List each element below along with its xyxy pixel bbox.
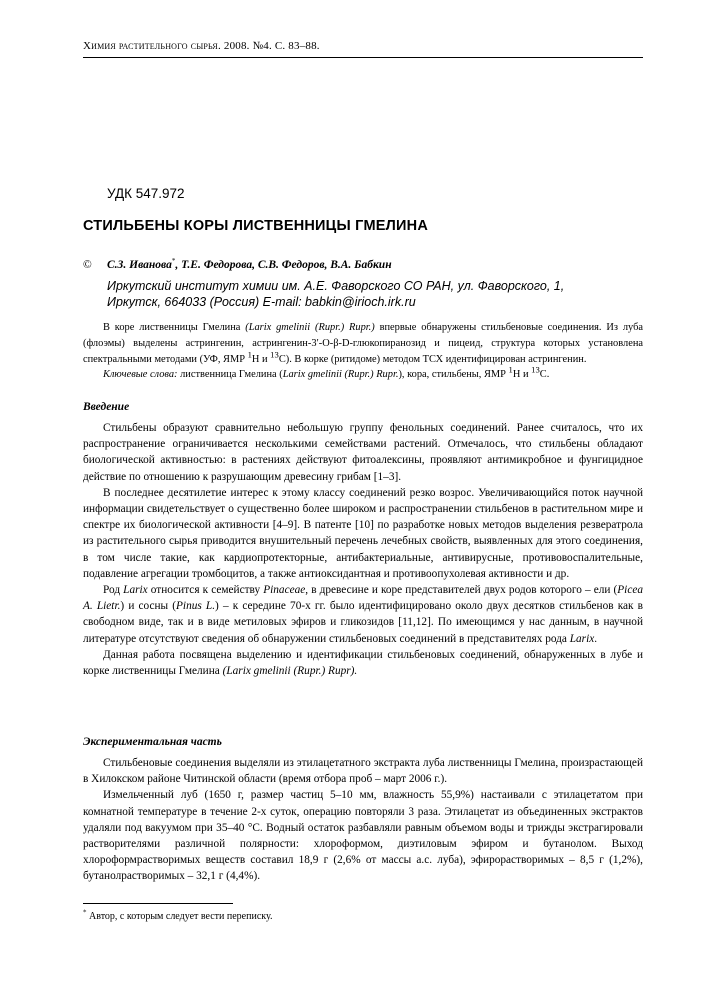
keywords-text: ), кора, стильбены, ЯМР bbox=[398, 369, 509, 380]
paragraph: Стильбеновые соединения выделяли из этилацетатного экстракта луба лиственницы Гмелина, произрастающей в Хилокском районе Читинской области (время отбора проб – март 2006 г.). bbox=[83, 757, 643, 786]
keywords-species: Larix gmelinii (Rupr.) Rupr. bbox=[282, 369, 399, 380]
footnote-mark: * bbox=[83, 908, 87, 917]
keywords-text: Н и bbox=[512, 369, 532, 380]
author-rest: , Т.Е. Федорова, С.В. Федоров, В.А. Бабкин bbox=[175, 259, 392, 271]
abstract-species: (Larix gmelinii (Rupr.) Rupr.) bbox=[245, 322, 375, 333]
text: . bbox=[594, 632, 598, 645]
text: , в древесине и коре представителей двух родов которого – ели ( bbox=[305, 584, 618, 597]
footnote-rule bbox=[83, 903, 233, 904]
footnote bbox=[83, 910, 272, 923]
keywords bbox=[83, 364, 643, 382]
copyright-symbol: © bbox=[83, 259, 92, 271]
section-heading-experimental: Экспериментальная часть bbox=[83, 736, 222, 748]
authors-line bbox=[83, 258, 643, 272]
paragraph: В последнее десятилетие интерес к этому классу соединений резко возрос. Увеличивающийся поток научной информации свидетельствует о существенно более широком и распространении стильбенов в растительном мире и спектре их биологической активности [4–9]. В патенте [10] по разработке новых методов выделения резвератрола из растительного сырья приводится внушительный перечень лечебных свойств, выявленных для этого соединения, в том числе такие, как кардиопротекторные, антибактериальные, антивирусные, противовоспалительные, подавление агрегации тромбоцитов, а также антиоксидантная и противоопухолевая активности и др. bbox=[83, 486, 643, 580]
superscript: 1 bbox=[247, 349, 252, 360]
paragraph bbox=[83, 582, 643, 647]
text: ) – к середине 70-х гг. было идентифицировано около двух десятков стильбенов как в свободном виде, так и в виде метиловых эфиров и гликозидов [11,12]. По имеющимся у нас данным, в научной литературе отсутствуют сведения об обнаружении стильбеновых соединений в представителях рода bbox=[83, 600, 644, 645]
text: Данная работа посвящена выделению и идентификации стильбеновых соединений, обнаруженных в лубе и корке лиственницы Гмелина bbox=[83, 648, 643, 678]
superscript: 13 bbox=[531, 364, 540, 375]
paragraph: Стильбены образуют сравнительно небольшую группу фенольных соединений. Ранее считалось, что их распространение ограничивается несколькими семействами растений. Отмечалось, что стильбены обладают биологической активностью: в растениях действуют фитоалексины, проявляют антимикробное и фунгицидное действие по отношению к разрушающим древесину грибам [1–3]. bbox=[83, 422, 643, 483]
taxon: Pinaceae bbox=[263, 584, 306, 597]
experimental-body bbox=[83, 755, 643, 885]
taxon: Larix bbox=[123, 584, 148, 597]
keywords-text: С. bbox=[539, 369, 550, 380]
section-heading-intro: Введение bbox=[83, 401, 130, 413]
abstract bbox=[83, 320, 643, 369]
superscript: 13 bbox=[270, 349, 279, 360]
abstract-text: впервые обнаружены стильбеновые соединения. Из луба (флоэмы) выделены астрингенин, астрингенин-3′-О-β-D-глюкопиранозид и пицеид, структура которых установлена спектральными методами (УФ, ЯМР bbox=[83, 322, 644, 366]
udc-code: УДК 547.972 bbox=[107, 186, 185, 201]
keywords-label: Ключевые слова: bbox=[103, 369, 178, 380]
authors bbox=[107, 259, 392, 271]
abstract-text: С). В корке (ритидоме) методом ТСХ идентифицирован астрингенин. bbox=[278, 354, 587, 366]
footnote-text: Автор, с которым следует вести переписку. bbox=[86, 911, 273, 922]
paragraph: Измельченный луб (1650 г, размер частиц 5–10 мм, влажность 55,9%) настаивали с этилацетатом при комнатной температуре в течение 2-х суток, операцию повторяли 3 раза. Этилацетат из объединенных экстрактов удаляли под вакуумом при 35–40 °С. Водный остаток разбавляли равным объемом воды и трижды экстрагировали растворителями различной полярности: хлороформом, диэтиловым эфиром и бутанолом. Выход хлороформрастворимых веществ составил 18,9 г (2,6% от массы а.с. луба), эфирорастворимых – 8,5 г (1,2%), бутанолрастворимых – 32,1 г (4,4%). bbox=[83, 789, 643, 883]
text: ) и сосны ( bbox=[120, 600, 177, 613]
running-head: Химия растительного сырья. 2008. №4. С. 83–88. bbox=[83, 40, 320, 52]
affiliation-line-1: Иркутский институт химии им. А.Е. Фаворского СО РАН, ул. Фаворского, 1, bbox=[107, 279, 565, 293]
abstract-text: В коре лиственницы Гмелина bbox=[103, 322, 246, 333]
text: относится к семейству bbox=[147, 584, 264, 597]
corresponding-author-mark: * bbox=[171, 257, 176, 266]
taxon: Pinus L. bbox=[176, 600, 216, 613]
taxon: Larix bbox=[569, 632, 595, 645]
text: Род bbox=[103, 584, 124, 597]
abstract-text: Н и bbox=[251, 354, 271, 366]
keywords-text: лиственница Гмелина ( bbox=[177, 369, 283, 380]
intro-body bbox=[83, 420, 643, 679]
affiliation bbox=[107, 278, 637, 310]
taxon: (Larix gmelinii (Rupr.) Rupr). bbox=[222, 665, 358, 678]
taxon: Picea A. Lietr. bbox=[83, 584, 643, 613]
superscript: 1 bbox=[508, 364, 513, 375]
author-first: С.З. Иванова bbox=[107, 259, 172, 271]
article-title: СТИЛЬБЕНЫ КОРЫ ЛИСТВЕННИЦЫ ГМЕЛИНА bbox=[83, 218, 428, 234]
header-rule bbox=[83, 57, 643, 58]
affiliation-line-2: Иркутск, 664033 (Россия) E-mail: babkin@irioch.irk.ru bbox=[107, 295, 416, 309]
paragraph bbox=[83, 647, 643, 679]
